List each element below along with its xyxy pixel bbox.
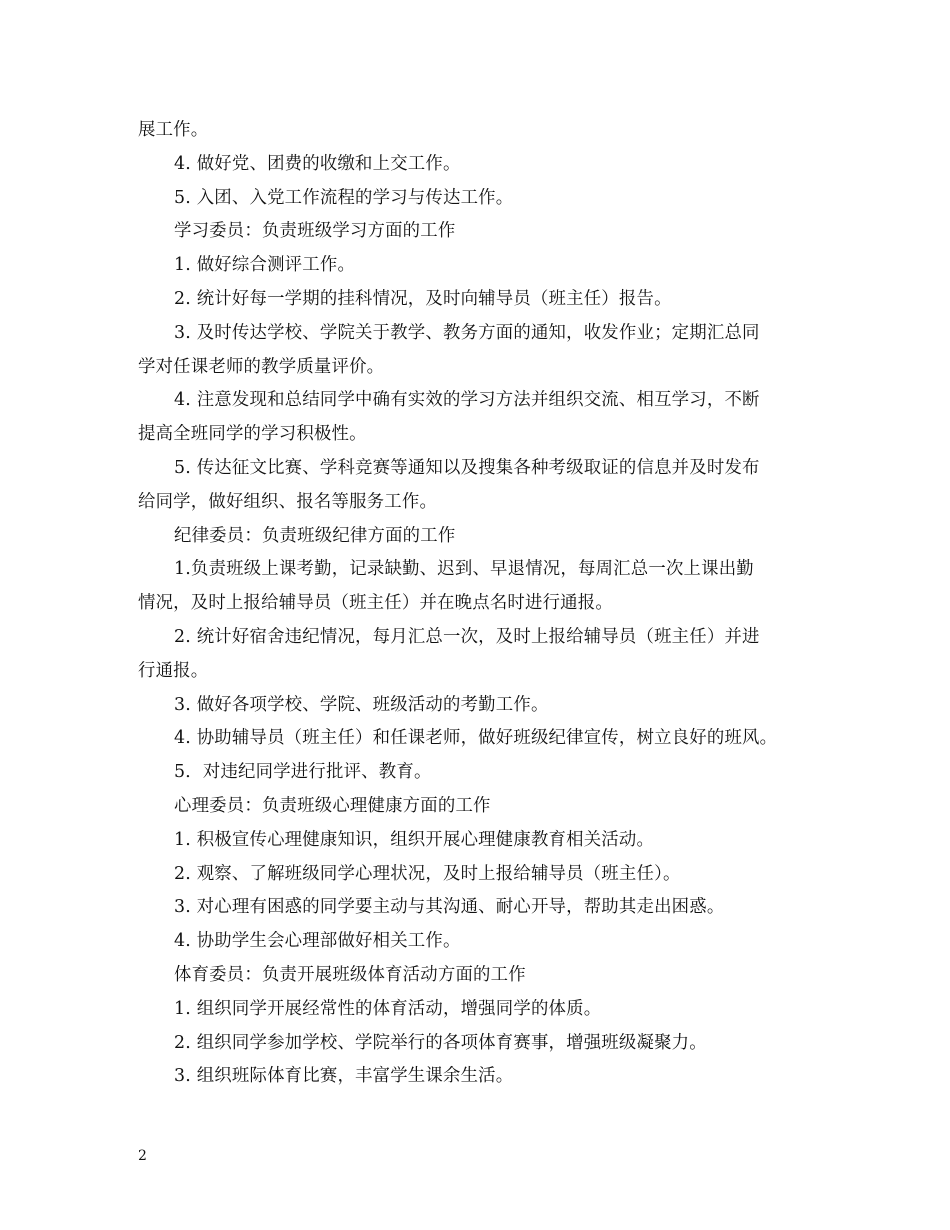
text-line-item: 1.负责班级上课考勤，记录缺勤、迟到、早退情况，每周汇总一次上课出勤 — [174, 559, 754, 580]
text-line-item: 2. 观察、了解班级同学心理状况，及时上报给辅导员（班主任）。 — [174, 863, 681, 884]
text-line-item: 3. 做好各项学校、学院、班级活动的考勤工作。 — [174, 694, 549, 715]
text-line-item: 1. 组织同学开展经常性的体育活动，增强同学的体质。 — [174, 998, 602, 1019]
text-line-item: 4. 协助学生会心理部做好相关工作。 — [174, 931, 461, 952]
text-line-item: 3. 组织班际体育比赛，丰富学生课余生活。 — [174, 1066, 514, 1087]
text-line-continuation: 展工作。 — [138, 120, 209, 140]
text-line-item: 3. 及时传达学校、学院关于教学、教务方面的通知，收发作业；定期汇总同 — [174, 322, 760, 343]
text-line-continuation: 学对任课老师的教学质量评价。 — [138, 356, 385, 377]
text-line-item: 5. 传达征文比赛、学科竞赛等通知以及搜集各种考级取证的信息并及时发布 — [174, 457, 760, 478]
text-line-continuation: 提高全班同学的学习积极性。 — [138, 424, 367, 445]
section-heading-sports-committee: 体育委员：负责开展班级体育活动方面的工作 — [174, 964, 526, 985]
text-line-continuation: 情况，及时上报给辅导员（班主任）并在晚点名时进行通报。 — [138, 593, 613, 614]
text-line-item: 5. 入团、入党工作流程的学习与传达工作。 — [174, 187, 514, 208]
text-line-item: 3. 对心理有困惑的同学要主动与其沟通、耐心开导，帮助其走出困惑。 — [174, 897, 725, 918]
page-number: 2 — [138, 1148, 147, 1164]
section-heading-discipline-committee: 纪律委员：负责班级纪律方面的工作 — [174, 525, 456, 546]
text-line-continuation: 给同学，做好组织、报名等服务工作。 — [138, 491, 438, 512]
section-heading-study-committee: 学习委员：负责班级学习方面的工作 — [174, 221, 456, 242]
text-line-item: 4. 协助辅导员（班主任）和任课老师，做好班级纪律宣传，树立良好的班风。 — [174, 728, 778, 749]
text-line-item: 2. 统计好宿舍违纪情况，每月汇总一次，及时上报给辅导员（班主任）并进 — [174, 626, 760, 647]
text-line-continuation: 行通报。 — [138, 660, 209, 681]
text-line-item: 2. 组织同学参加学校、学院举行的各项体育赛事，增强班级凝聚力。 — [174, 1032, 707, 1053]
text-line-item: 4. 做好党、团费的收缴和上交工作。 — [174, 153, 461, 174]
text-line-item: 1. 做好综合测评工作。 — [174, 255, 356, 276]
text-line-item: 1. 积极宣传心理健康知识，组织开展心理健康教育相关活动。 — [174, 829, 655, 850]
text-line-item: 2. 统计好每一学期的挂科情况，及时向辅导员（班主任）报告。 — [174, 288, 672, 309]
document-body — [138, 114, 818, 1094]
text-line-item: 4. 注意发现和总结同学中确有实效的学习方法并组织交流、相互学习，不断 — [174, 390, 760, 411]
text-line-item: 5．对违纪同学进行批评、教育。 — [174, 762, 432, 783]
section-heading-psychology-committee: 心理委员：负责班级心理健康方面的工作 — [174, 795, 491, 816]
